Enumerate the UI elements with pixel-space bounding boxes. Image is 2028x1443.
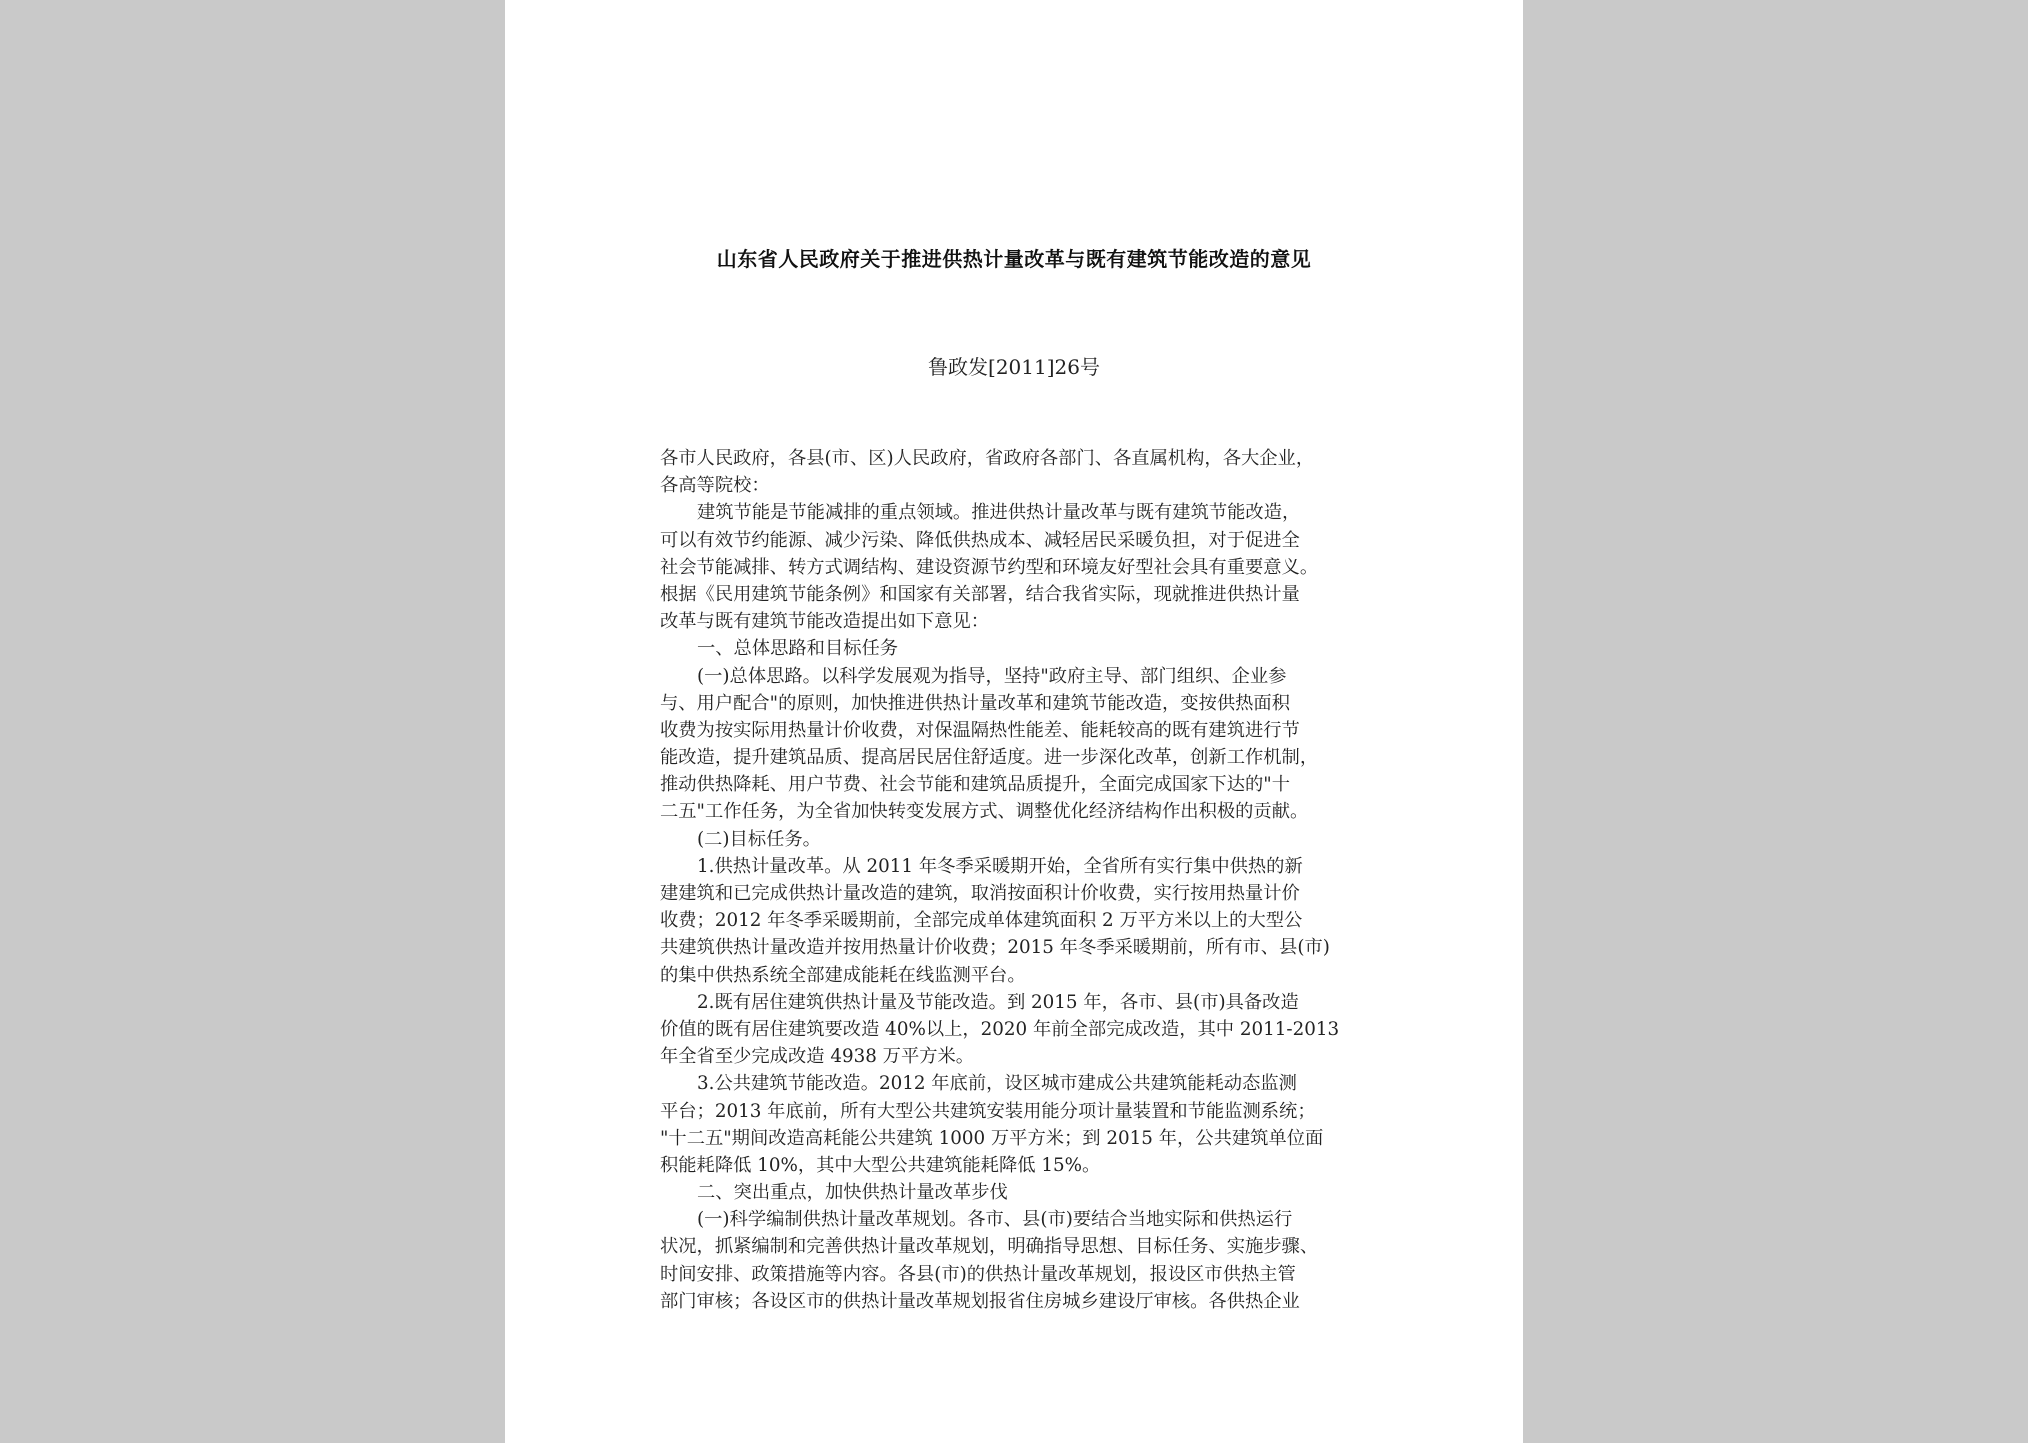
text-line: 收费为按实际用热量计价收费，对保温隔热性能差、能耗较高的既有建筑进行节	[660, 719, 1300, 741]
text-line: 时间安排、政策措施等内容。各县(市)的供热计量改革规划，报设区市供热主管	[660, 1263, 1296, 1285]
text-line: 部门审核；各设区市的供热计量改革规划报省住房城乡建设厅审核。各供热企业	[660, 1290, 1300, 1312]
text-line: 状况，抓紧编制和完善供热计量改革规划，明确指导思想、目标任务、实施步骤、	[660, 1236, 1319, 1258]
text-line: 3.公共建筑节能改造。2012 年底前，设区城市建成公共建筑能耗动态监测	[697, 1073, 1297, 1095]
text-line: 推动供热降耗、用户节费、社会节能和建筑品质提升，全面完成国家下达的"十	[660, 774, 1290, 796]
text-line: "十二五"期间改造高耗能公共建筑 1000 万平方米；到 2015 年，公共建筑单位面	[660, 1127, 1324, 1149]
text-line: (二)目标任务。	[697, 828, 821, 850]
text-line: 社会节能减排、转方式调结构、建设资源节约型和环境友好型社会具有重要意义。	[660, 556, 1319, 578]
text-line: 改革与既有建筑节能改造提出如下意见：	[660, 611, 990, 633]
document-page	[505, 0, 1523, 1443]
text-line: 能改造，提升建筑品质、提高居民居住舒适度。进一步深化改革，创新工作机制，	[660, 747, 1319, 769]
text-line: 收费；2012 年冬季采暖期前，全部完成单体建筑面积 2 万平方米以上的大型公	[660, 910, 1303, 932]
text-line: 与、用户配合"的原则，加快推进供热计量改革和建筑节能改造，变按供热面积	[660, 692, 1290, 714]
text-line: 平台；2013 年底前，所有大型公共建筑安装用能分项计量装置和节能监测系统；	[660, 1100, 1316, 1122]
text-line: 年全省至少完成改造 4938 万平方米。	[660, 1046, 975, 1068]
text-line: (一)总体思路。以科学发展观为指导，坚持"政府主导、部门组织、企业参	[697, 665, 1287, 687]
text-line: 可以有效节约能源、减少污染、降低供热成本、减轻居民采暖负担，对于促进全	[660, 529, 1300, 551]
text-line: 各市人民政府，各县(市、区)人民政府，省政府各部门、各直属机构，各大企业，	[660, 448, 1315, 469]
text-line: 的集中供热系统全部建成能耗在线监测平台。	[660, 964, 1026, 986]
text-line: 2.既有居住建筑供热计量及节能改造。到 2015 年，各市、县(市)具备改造	[697, 991, 1299, 1013]
document-body	[660, 445, 1380, 1315]
document-title: 山东省人民政府关于推进供热计量改革与既有建筑节能改造的意见	[716, 247, 1312, 271]
text-line: 积能耗降低 10%，其中大型公共建筑能耗降低 15%。	[660, 1154, 1101, 1176]
text-line: 建筑节能是节能减排的重点领域。推进供热计量改革与既有建筑节能改造，	[697, 502, 1301, 524]
text-line: 一、总体思路和目标任务	[697, 638, 899, 660]
text-line: 建建筑和已完成供热计量改造的建筑，取消按面积计价收费，实行按用热量计价	[660, 883, 1300, 904]
text-line: 共建筑供热计量改造并按用热量计价收费；2015 年冬季采暖期前，所有市、县(市)	[660, 937, 1330, 959]
text-line: (一)科学编制供热计量改革规划。各市、县(市)要结合当地实际和供热运行	[697, 1209, 1293, 1231]
document-number: 鲁政发[2011]26号	[928, 355, 1100, 379]
text-line: 二、突出重点，加快供热计量改革步伐	[697, 1182, 1008, 1204]
text-line: 各高等院校：	[660, 475, 770, 497]
text-line: 二五"工作任务，为全省加快转变发展方式、调整优化经济结构作出积极的贡献。	[660, 801, 1309, 823]
text-line: 根据《民用建筑节能条例》和国家有关部署，结合我省实际，现就推进供热计量	[660, 583, 1300, 605]
text-line: 1.供热计量改革。从 2011 年冬季采暖期开始，全省所有实行集中供热的新	[697, 855, 1303, 877]
text-line: 价值的既有居住建筑要改造 40%以上，2020 年前全部完成改造，其中 2011-2013	[660, 1018, 1340, 1040]
